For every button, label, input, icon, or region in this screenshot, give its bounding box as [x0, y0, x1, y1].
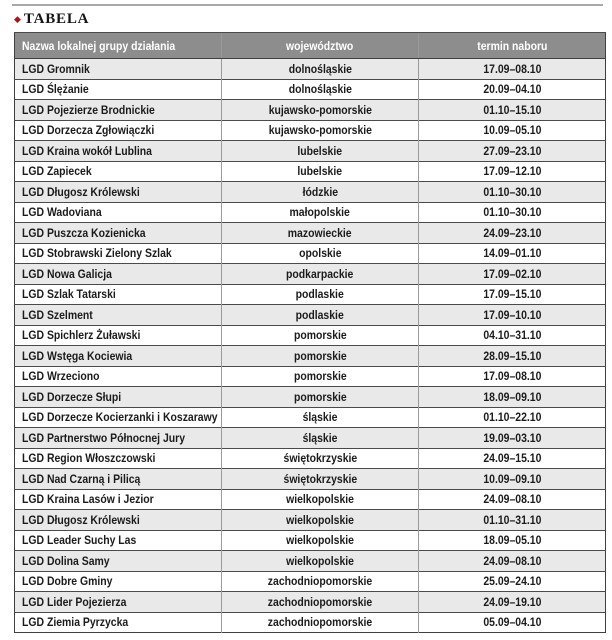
table-row — [15, 366, 606, 387]
cell-group-name: LGD Ślężanie — [15, 79, 222, 100]
cell-term: 20.09–04.10 — [419, 79, 606, 100]
cell-voivodeship: wielkopolskie — [222, 489, 419, 510]
cell-group-name: LGD Dorzecze Słupi — [15, 387, 222, 408]
column-header-voivodeship-label: województwo — [286, 38, 354, 53]
cell-term: 18.09–09.10 — [419, 387, 606, 408]
cell-voivodeship: podkarpackie — [222, 264, 419, 285]
cell-group-name: LGD Długosz Królewski — [15, 510, 222, 531]
cell-voivodeship: śląskie — [222, 407, 419, 428]
table-row — [15, 346, 606, 367]
table-body — [15, 59, 606, 633]
cell-term: 01.10–30.10 — [419, 202, 606, 223]
cell-voivodeship: zachodniopomorskie — [222, 571, 419, 592]
column-header-group-name — [15, 33, 222, 59]
table-row — [15, 448, 606, 469]
cell-group-name: LGD Wstęga Kociewia — [15, 346, 222, 367]
cell-group-name: LGD Stobrawski Zielony Szlak — [15, 243, 222, 264]
cell-group-name: LGD Region Włoszczowski — [15, 448, 222, 469]
cell-voivodeship: pomorskie — [222, 346, 419, 367]
cell-voivodeship: pomorskie — [222, 366, 419, 387]
table-caption — [14, 11, 612, 28]
cell-term: 01.10–22.10 — [419, 407, 606, 428]
cell-term: 17.09–08.10 — [419, 366, 606, 387]
cell-voivodeship: dolnośląskie — [222, 59, 419, 80]
column-header-term-label: termin naboru — [476, 38, 548, 53]
cell-term: 19.09–03.10 — [419, 428, 606, 449]
column-header-group-name-label: Nazwa lokalnej grupy działania — [22, 38, 176, 53]
cell-voivodeship: podlaskie — [222, 305, 419, 326]
cell-group-name: LGD Dobre Gminy — [15, 571, 222, 592]
cell-term: 18.09–05.10 — [419, 530, 606, 551]
cell-term: 24.09–08.10 — [419, 551, 606, 572]
cell-group-name: LGD Spichlerz Żuławski — [15, 325, 222, 346]
table-header-row — [15, 33, 606, 59]
cell-group-name: LGD Kraina Lasów i Jezior — [15, 489, 222, 510]
cell-voivodeship: lubelskie — [222, 141, 419, 162]
table-row — [15, 325, 606, 346]
cell-group-name: LGD Kraina wokół Lublina — [15, 141, 222, 162]
cell-term: 27.09–23.10 — [419, 141, 606, 162]
cell-voivodeship: pomorskie — [222, 387, 419, 408]
table-row — [15, 305, 606, 326]
cell-group-name: LGD Nad Czarną i Pilicą — [15, 469, 222, 490]
table-row — [15, 79, 606, 100]
cell-voivodeship: dolnośląskie — [222, 79, 419, 100]
cell-group-name: LGD Wadoviana — [15, 202, 222, 223]
cell-term: 24.09–08.10 — [419, 489, 606, 510]
cell-term: 24.09–23.10 — [419, 223, 606, 244]
cell-voivodeship: zachodniopomorskie — [222, 612, 419, 633]
table-row — [15, 469, 606, 490]
cell-voivodeship: wielkopolskie — [222, 510, 419, 531]
page — [0, 4, 612, 640]
cell-voivodeship: świętokrzyskie — [222, 469, 419, 490]
cell-voivodeship: lubelskie — [222, 161, 419, 182]
cell-term: 01.10–15.10 — [419, 100, 606, 121]
page-title: TABELA — [23, 11, 90, 27]
cell-term: 24.09–19.10 — [419, 592, 606, 613]
top-rule — [12, 4, 603, 6]
cell-term: 17.09–08.10 — [419, 59, 606, 80]
table-row — [15, 571, 606, 592]
cell-voivodeship: kujawsko-pomorskie — [222, 120, 419, 141]
cell-group-name: LGD Długosz Królewski — [15, 182, 222, 203]
cell-group-name: LGD Lider Pojezierza — [15, 592, 222, 613]
cell-group-name: LGD Nowa Galicja — [15, 264, 222, 285]
column-header-voivodeship — [222, 33, 419, 59]
table-row — [15, 612, 606, 633]
cell-term: 10.09–05.10 — [419, 120, 606, 141]
cell-voivodeship: mazowieckie — [222, 223, 419, 244]
table-row — [15, 387, 606, 408]
cell-term: 10.09–09.10 — [419, 469, 606, 490]
cell-term: 17.09–10.10 — [419, 305, 606, 326]
table-row — [15, 489, 606, 510]
cell-group-name: LGD Leader Suchy Las — [15, 530, 222, 551]
table-row — [15, 592, 606, 613]
cell-group-name: LGD Partnerstwo Północnej Jury — [15, 428, 222, 449]
column-header-term — [419, 33, 606, 59]
cell-voivodeship: łódzkie — [222, 182, 419, 203]
cell-group-name: LGD Dorzecze Kocierzanki i Koszarawy — [15, 407, 222, 428]
table-row — [15, 428, 606, 449]
cell-group-name: LGD Dolina Samy — [15, 551, 222, 572]
cell-group-name: LGD Gromnik — [15, 59, 222, 80]
table-row — [15, 243, 606, 264]
table-row — [15, 551, 606, 572]
cell-voivodeship: opolskie — [222, 243, 419, 264]
cell-voivodeship: małopolskie — [222, 202, 419, 223]
cell-voivodeship: podlaskie — [222, 284, 419, 305]
cell-group-name: LGD Puszcza Kozienicka — [15, 223, 222, 244]
cell-term: 01.10–30.10 — [419, 182, 606, 203]
cell-group-name: LGD Szelment — [15, 305, 222, 326]
cell-group-name: LGD Pojezierze Brodnickie — [15, 100, 222, 121]
cell-term: 17.09–15.10 — [419, 284, 606, 305]
cell-voivodeship: wielkopolskie — [222, 530, 419, 551]
table-row — [15, 59, 606, 80]
cell-voivodeship: pomorskie — [222, 325, 419, 346]
cell-group-name: LGD Szlak Tatarski — [15, 284, 222, 305]
table-row — [15, 510, 606, 531]
table-row — [15, 530, 606, 551]
table-row — [15, 407, 606, 428]
diamond-bullet-icon: ◆ — [14, 14, 21, 24]
cell-group-name: LGD Zapiecek — [15, 161, 222, 182]
cell-term: 24.09–15.10 — [419, 448, 606, 469]
table-row — [15, 223, 606, 244]
cell-term: 04.10–31.10 — [419, 325, 606, 346]
cell-voivodeship: kujawsko-pomorskie — [222, 100, 419, 121]
table-row — [15, 264, 606, 285]
table-row — [15, 161, 606, 182]
table-row — [15, 284, 606, 305]
table-row — [15, 202, 606, 223]
cell-term: 05.09–04.10 — [419, 612, 606, 633]
table-row — [15, 100, 606, 121]
cell-group-name: LGD Wrzeciono — [15, 366, 222, 387]
cell-group-name: LGD Dorzecza Zgłowiączki — [15, 120, 222, 141]
cell-term: 17.09–02.10 — [419, 264, 606, 285]
table-row — [15, 120, 606, 141]
lgd-table — [14, 32, 606, 633]
cell-group-name: LGD Ziemia Pyrzycka — [15, 612, 222, 633]
table-row — [15, 182, 606, 203]
cell-voivodeship: wielkopolskie — [222, 551, 419, 572]
cell-term: 25.09–24.10 — [419, 571, 606, 592]
cell-voivodeship: świętokrzyskie — [222, 448, 419, 469]
cell-voivodeship: zachodniopomorskie — [222, 592, 419, 613]
cell-voivodeship: śląskie — [222, 428, 419, 449]
cell-term: 01.10–31.10 — [419, 510, 606, 531]
table-row — [15, 141, 606, 162]
cell-term: 14.09–01.10 — [419, 243, 606, 264]
cell-term: 28.09–15.10 — [419, 346, 606, 367]
cell-term: 17.09–12.10 — [419, 161, 606, 182]
